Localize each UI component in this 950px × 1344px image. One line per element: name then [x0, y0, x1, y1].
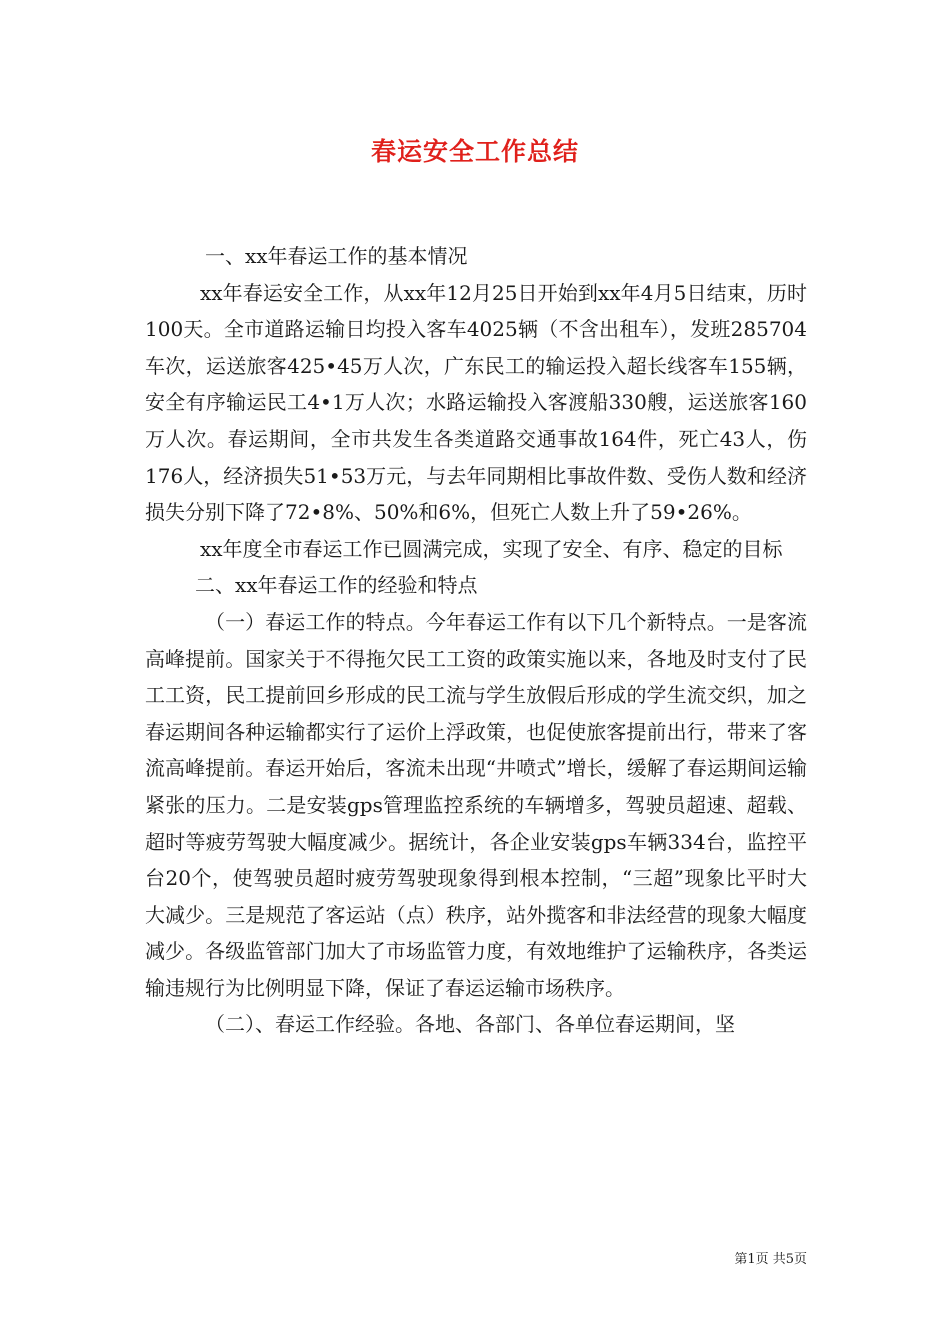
- section-heading-2: 二、xx年春运工作的经验和特点: [195, 573, 478, 598]
- document-body: [145, 238, 807, 1043]
- paragraph: xx年度全市春运工作已圆满完成，实现了安全、有序、稳定的目标: [200, 536, 783, 561]
- section-heading-1: 一、xx年春运工作的基本情况: [205, 244, 468, 268]
- paragraph: （二）、春运工作经验。各地、各部门、各单位春运期间，坚: [205, 1012, 735, 1037]
- document-title: 春运安全工作总结: [370, 137, 579, 166]
- paragraph: （一）春运工作的特点。今年春运工作有以下几个新特点。一是客流高峰提前。国家关于不得拖欠民工工资的政策实施以来，各地及时支付了民工工资，民工提前回乡形成的民工流与学生放假后形成的学生流交织，加之春运期间各种运输都实行了运价上浮政策，也促使旅客提前出行，带来了客流高峰提前。春运开始后，客流未出现“井喷式”增长，缓解了春运期间运输紧张的压力。二是安装gps管理监控系统的车辆增多，驾驶员超速、超载、超时等疲劳驾驶大幅度减少。据统计，各企业安装gps车辆334台，监控平台20个，使驾驶员超时疲劳驾驶现象得到根本控制，“三超”现象比平时大大减少。三是规范了客运站（点）秩序，站外揽客和非法经营的现象大幅度减少。各级监管部门加大了市场监管力度，有效地维护了运输秩序，各类运输违规行为比例明显下降，保证了春运运输市场秩序。: [145, 609, 807, 1000]
- paragraph: xx年春运安全工作，从xx年12月25日开始到xx年4月5日结束，历时100天。全市道路运输日均投入客车4025辆（不含出租车），发班285704车次，运送旅客425•45万人次，广东民工的输运投入超长线客车155辆，安全有序输运民工4•1万人次；水路运输投入客渡船330艘，运送旅客160万人次。春运期间，全市共发生各类道路交通事故164件，死亡43人，伤176人，经济损失51•53万元，与去年同期相比事故件数、受伤人数和经济损失分别下降了72•8%、50%和6%，但死亡人数上升了59•26%。: [145, 280, 807, 525]
- page-number: 第1页 共5页: [734, 1252, 807, 1267]
